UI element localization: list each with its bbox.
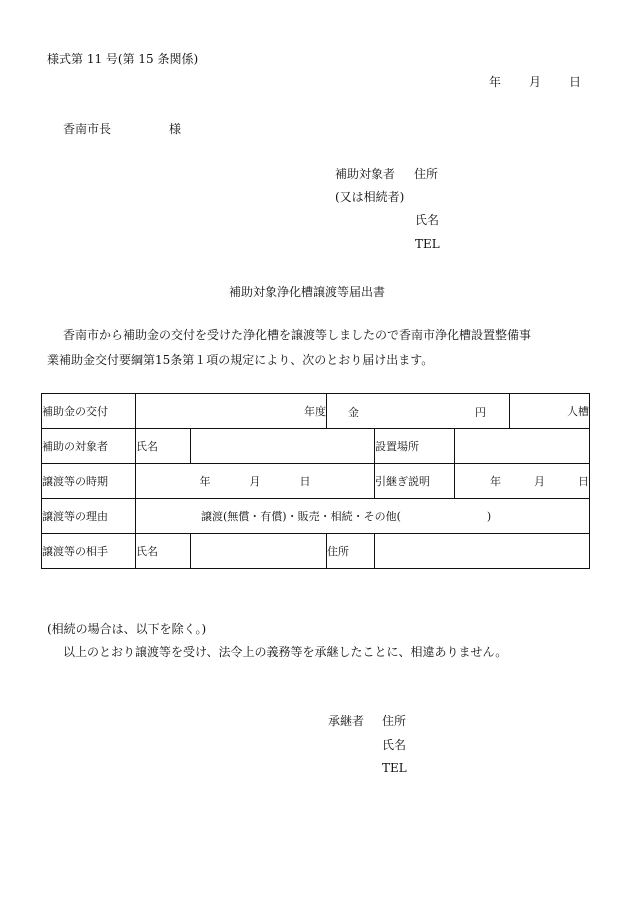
party-address-field[interactable] [375, 534, 590, 569]
transfer-party-label: 譲渡等の相手 [42, 534, 136, 569]
document-title: 補助対象浄化槽譲渡等届出書 [229, 285, 386, 299]
subsidy-label: 補助金の交付 [42, 394, 136, 429]
subsidy-amount-field[interactable] [327, 394, 510, 429]
successor-address-label: 住所 [382, 714, 407, 728]
recipient-name-field[interactable] [191, 429, 375, 464]
body-line-2: 業補助金交付要綱第15条第１項の規定により、次のとおり届け出ます。 [47, 353, 434, 367]
transfer-day-unit: 日 [299, 475, 311, 488]
transfer-month-unit: 月 [249, 475, 261, 488]
subsidy-recipient-label: 補助の対象者 [42, 429, 136, 464]
applicant-role: 補助対象者 [335, 167, 396, 181]
date-year-label: 年 [489, 75, 502, 89]
addressee-name: 香南市長 [63, 122, 112, 136]
transfer-date-field[interactable] [136, 464, 375, 499]
tank-capacity-field[interactable] [510, 394, 590, 429]
notification-table [41, 393, 590, 569]
handover-explanation-label: 引継ぎ説明 [375, 464, 455, 499]
party-name-field[interactable] [191, 534, 327, 569]
amount-prefix: 金 [348, 406, 360, 419]
tank-unit: 人槽 [567, 405, 590, 418]
handover-year-unit: 年 [490, 475, 502, 488]
successor-role: 承継者 [328, 714, 365, 728]
amount-unit: 円 [475, 406, 487, 419]
applicant-tel-label: TEL [415, 237, 440, 251]
transfer-reason-close: ) [486, 510, 492, 523]
table-row [42, 534, 590, 569]
successor-tel-label: TEL [382, 761, 407, 775]
body-line-1: 香南市から補助金の交付を受けた浄化槽を譲渡等しましたので香南市浄化槽設置整備事 [63, 328, 532, 342]
applicant-name-label: 氏名 [415, 213, 440, 227]
addressee-honorific: 様 [169, 122, 182, 136]
installation-location-label: 設置場所 [375, 429, 455, 464]
inheritance-statement: 以上のとおり譲渡等を受け、法令上の義務等を承継したことに、相違ありません。 [63, 645, 508, 659]
transfer-reason-label: 譲渡等の理由 [42, 499, 136, 534]
applicant-role-note: (又は相続者) [335, 190, 405, 204]
party-name-label: 氏名 [136, 534, 191, 569]
table-row [42, 499, 590, 534]
handover-month-unit: 月 [534, 475, 546, 488]
handover-day-unit: 日 [578, 475, 590, 488]
transfer-date-label: 譲渡等の時期 [42, 464, 136, 499]
successor-name-label: 氏名 [382, 738, 407, 752]
handover-date-field[interactable] [455, 464, 590, 499]
table-row [42, 429, 590, 464]
party-address-label: 住所 [327, 534, 375, 569]
inheritance-note: (相続の場合は、以下を除く。) [47, 622, 207, 636]
table-row [42, 394, 590, 429]
transfer-year-unit: 年 [199, 475, 211, 488]
date-day-label: 日 [569, 75, 582, 89]
transfer-reason-field[interactable] [136, 499, 590, 534]
fiscal-year-unit: 年度 [304, 405, 327, 418]
applicant-address-label: 住所 [414, 167, 439, 181]
table-row [42, 464, 590, 499]
form-number: 様式第 11 号(第 15 条関係) [47, 52, 199, 66]
transfer-reason-options: 譲渡(無償・有償)・販売・相続・その他( [201, 510, 401, 523]
recipient-name-label: 氏名 [136, 429, 191, 464]
fiscal-year-field[interactable] [136, 394, 327, 429]
date-month-label: 月 [529, 75, 542, 89]
installation-location-field[interactable] [455, 429, 590, 464]
